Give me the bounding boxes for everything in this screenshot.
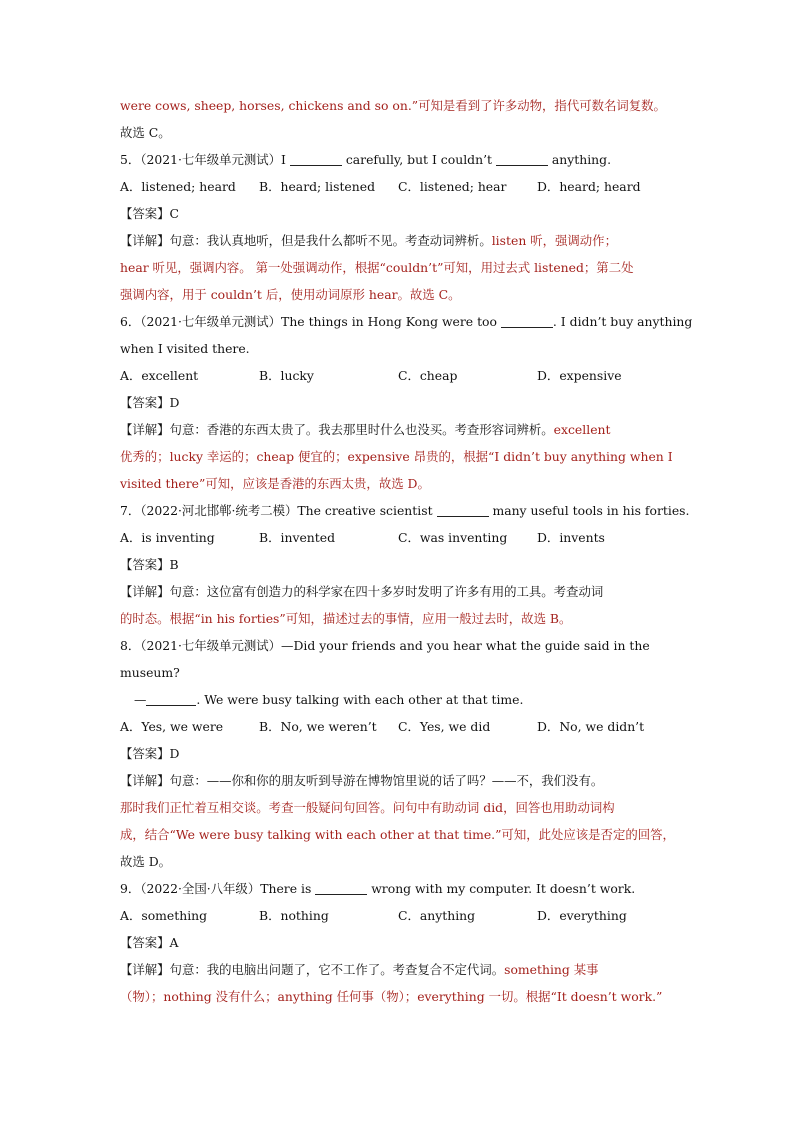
- question-6: 6．（2021·七年级单元测试）The things in Hong Kong were too . I didn’t buy anything: [120, 314, 693, 329]
- question-7-explanation-1: 【详解】句意：这位富有创造力的科学家在四十多岁时发明了许多有用的工具。考查动词: [120, 584, 604, 599]
- option-b: B．No, we weren’t: [259, 719, 377, 734]
- question-6-explanation-1: 【详解】句意：香港的东西太贵了。我去那里时什么也没买。考查形容词辨析。excellent: [120, 422, 611, 437]
- option-d: D．heard; heard: [537, 179, 641, 194]
- option-a: A．listened; heard: [120, 179, 236, 194]
- question-8-explanation-3: 成，结合“We were busy talking with each other at that time.”可知，此处应该是否定的回答，: [120, 827, 675, 842]
- question-8-explanation-1: 【详解】句意：——你和你的朋友听到导游在博物馆里说的话了吗？——不，我们没有。: [120, 773, 604, 788]
- question-8-response: — . We were busy talking with each other at that time.: [134, 692, 524, 707]
- question-5-explanation-3: 强调内容，用于 couldn’t 后，使用动词原形 hear。故选 C。: [120, 287, 461, 302]
- question-6-options: [120, 362, 676, 389]
- question-9-options: [120, 902, 676, 929]
- option-a: A．something: [120, 908, 208, 923]
- prev-explanation-line-2: 故选 C。: [120, 125, 171, 140]
- question-7: 7．（2022·河北邯郸·统考二模）The creative scientist many useful tools in his forties.: [120, 503, 690, 518]
- option-b: B．nothing: [259, 908, 329, 923]
- question-6-explanation-3: visited there”可知，应该是香港的东西太贵，故选 D。: [120, 476, 430, 491]
- question-7-answer: 【答案】B: [120, 557, 179, 572]
- question-8-continued: museum?: [120, 665, 180, 680]
- option-c: C．anything: [398, 908, 476, 923]
- question-6-explanation-2: 优秀的；lucky 幸运的；cheap 便宜的；expensive 昂贵的，根据“I didn’t buy anything when I: [120, 449, 673, 464]
- question-9-explanation-2: （物）；nothing 没有什么；anything 任何事（物）；everything 一切。根据“It doesn’t work.”: [120, 989, 663, 1004]
- option-d: D．expensive: [537, 368, 622, 383]
- question-5-answer: 【答案】C: [120, 206, 180, 221]
- option-b: B．heard; listened: [259, 179, 376, 194]
- question-8-explanation-2: 那时我们正忙着互相交谈。考查一般疑问句回答。问句中有助动词 did，回答也用助动词构: [120, 800, 615, 815]
- answer-blank: [290, 152, 342, 166]
- question-9-explanation-1: 【详解】句意：我的电脑出问题了，它不工作了。考查复合不定代词。something 某事: [120, 962, 599, 977]
- option-b: B．lucky: [259, 368, 314, 383]
- option-c: C．listened; hear: [398, 179, 507, 194]
- question-7-explanation-2: 的时态。根据“in his forties”可知，描述过去的事情，应用一般过去时，故选 B。: [120, 611, 572, 626]
- option-d: D．invents: [537, 530, 605, 545]
- document-body: [120, 92, 693, 1010]
- question-5-explanation-1: 【详解】句意：我认真地听，但是我什么都听不见。考查动词辨析。listen 听，强调动作；: [120, 233, 617, 248]
- option-c: C．Yes, we did: [398, 719, 491, 734]
- question-9: 9．（2022·全国·八年级）There is wrong with my computer. It doesn’t work.: [120, 881, 636, 896]
- question-6-answer: 【答案】D: [120, 395, 180, 410]
- option-a: A．excellent: [120, 368, 199, 383]
- question-9-answer: 【答案】A: [120, 935, 179, 950]
- answer-blank: [146, 692, 196, 706]
- question-8: 8．（2021·七年级单元测试）—Did your friends and you hear what the guide said in the: [120, 638, 650, 653]
- option-b: B．invented: [259, 530, 335, 545]
- option-a: A．Yes, we were: [120, 719, 224, 734]
- question-5-explanation-2: hear 听见，强调内容。 第一处强调动作，根据“couldn’t”可知，用过去式 listened；第二处: [120, 260, 634, 275]
- question-8-options: [120, 713, 676, 740]
- question-5-options: [120, 173, 676, 200]
- question-8-explanation-4: 故选 D。: [120, 854, 172, 869]
- question-8-answer: 【答案】D: [120, 746, 180, 761]
- answer-blank: [315, 881, 367, 895]
- option-d: D．everything: [537, 908, 627, 923]
- option-c: C．was inventing: [398, 530, 508, 545]
- question-6-continued: when I visited there.: [120, 341, 250, 356]
- answer-blank: [501, 314, 553, 328]
- prev-explanation-line-1: were cows, sheep, horses, chickens and so on.”可知是看到了许多动物，指代可数名词复数。: [120, 98, 666, 113]
- answer-blank: [496, 152, 548, 166]
- answer-blank: [437, 503, 489, 517]
- question-5: 5．（2021·七年级单元测试）I carefully, but I couldn’t anything.: [120, 152, 612, 167]
- question-7-options: [120, 524, 676, 551]
- option-d: D．No, we didn’t: [537, 719, 645, 734]
- option-a: A．is inventing: [120, 530, 215, 545]
- option-c: C．cheap: [398, 368, 458, 383]
